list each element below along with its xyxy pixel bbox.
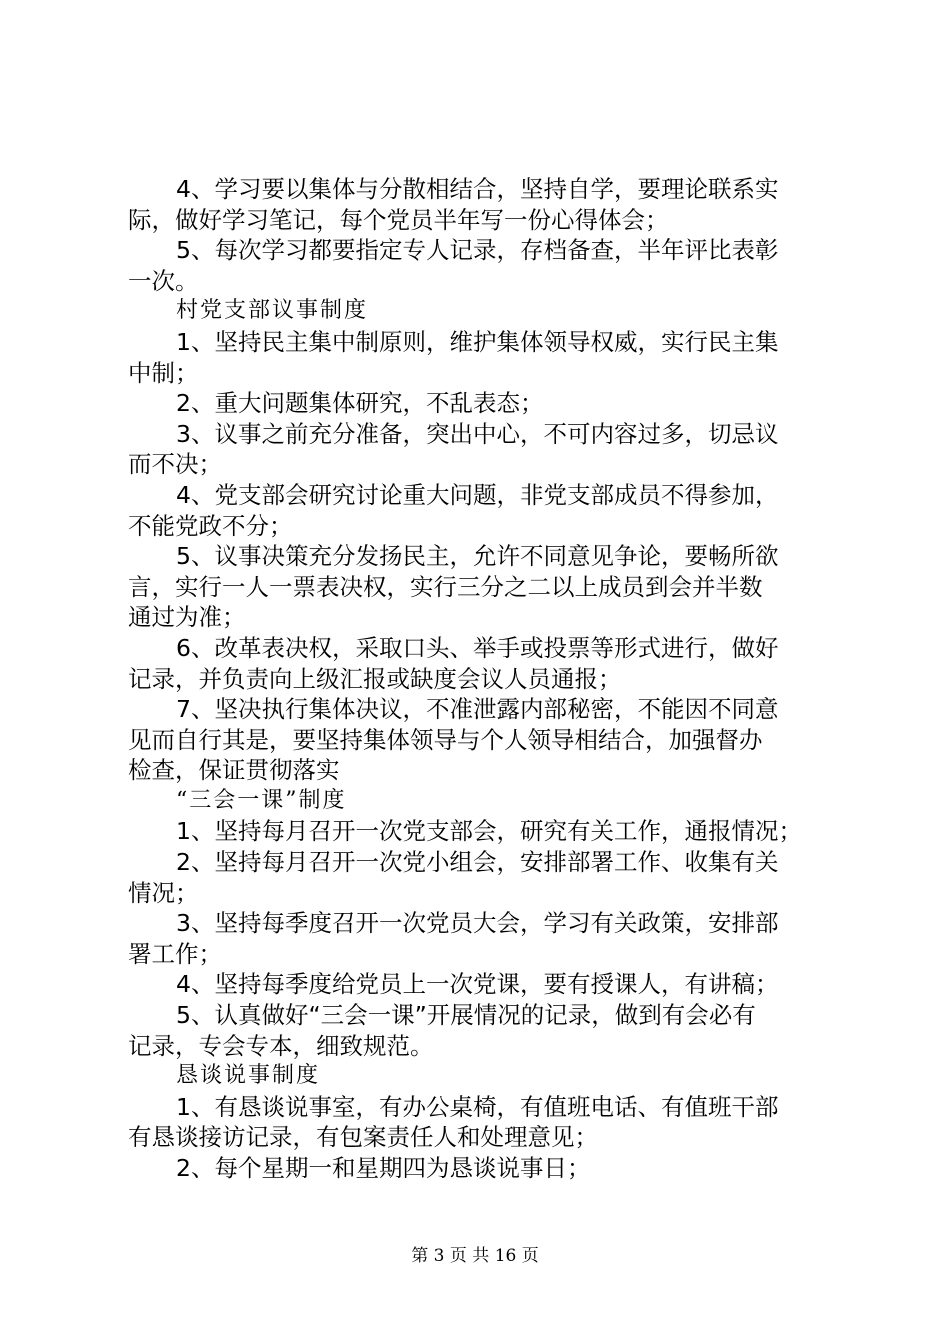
text-line: 1、坚持每月召开一次党支部会，研究有关工作，通报情况； <box>176 817 802 846</box>
text-line: 4、党支部会研究讨论重大问题，非党支部成员不得参加， <box>176 480 779 509</box>
text-line: 1、有恳谈说事室，有办公桌椅，有值班电话、有值班干部 <box>176 1092 779 1121</box>
text-line: 3、议事之前充分准备，突出中心，不可内容过多，切忌议 <box>176 419 779 448</box>
document-body <box>128 174 838 1184</box>
section-heading: 村党支部议事制度 <box>176 298 369 324</box>
text-line: 2、重大问题集体研究，不乱表态； <box>176 389 544 418</box>
text-line: 情况； <box>128 878 199 907</box>
text-line: 有恳谈接访记录，有包案责任人和处理意见； <box>128 1123 598 1152</box>
text-line: 1、坚持民主集中制原则，维护集体领导权威，实行民主集 <box>176 327 779 356</box>
section-heading: “三会一课”制度 <box>176 787 347 813</box>
text-line: 4、坚持每季度给党员上一次党课，要有授课人，有讲稿； <box>176 970 779 999</box>
text-line: 5、议事决策充分发扬民主，允许不同意见争论，要畅所欲 <box>176 542 779 571</box>
text-line: 3、坚持每季度召开一次党员大会，学习有关政策，安排部 <box>176 909 779 938</box>
text-line: 见而自行其是，要坚持集体领导与个人领导相结合，加强督办 <box>128 725 763 754</box>
text-line: 而不决； <box>128 450 222 479</box>
text-line: 记录，并负责向上级汇报或缺度会议人员通报； <box>128 664 622 693</box>
page-footer: 第 3 页 共 16 页 <box>411 1246 539 1266</box>
text-line: 通过为准； <box>128 603 246 632</box>
text-line: 记录，专会专本，细致规范。 <box>128 1031 434 1060</box>
text-line: 6、改革表决权，采取口头、举手或投票等形式进行，做好 <box>176 633 779 662</box>
text-line: 4、学习要以集体与分散相结合，坚持自学，要理论联系实 <box>176 175 779 203</box>
text-line: 2、每个星期一和星期四为恳谈说事日； <box>176 1154 591 1182</box>
text-line: 5、每次学习都要指定专人记录，存档备查，半年评比表彰 <box>176 236 779 265</box>
text-line: 中制； <box>128 358 199 387</box>
text-line: 署工作； <box>128 939 222 968</box>
text-line: 7、坚决执行集体决议，不准泄露内部秘密，不能因不同意 <box>176 695 779 724</box>
text-line: 检查，保证贯彻落实 <box>128 756 340 785</box>
text-line: 言，实行一人一票表决权，实行三分之二以上成员到会并半数 <box>128 572 763 601</box>
text-line: 一次。 <box>128 266 199 295</box>
text-line: 5、认真做好“三会一课”开展情况的记录，做到有会必有 <box>176 1001 756 1030</box>
text-line: 际，做好学习笔记，每个党员半年写一份心得体会； <box>128 205 669 234</box>
text-line: 2、坚持每月召开一次党小组会，安排部署工作、收集有关 <box>176 848 779 877</box>
section-heading: 恳谈说事制度 <box>176 1063 321 1089</box>
text-line: 不能党政不分； <box>128 511 293 540</box>
